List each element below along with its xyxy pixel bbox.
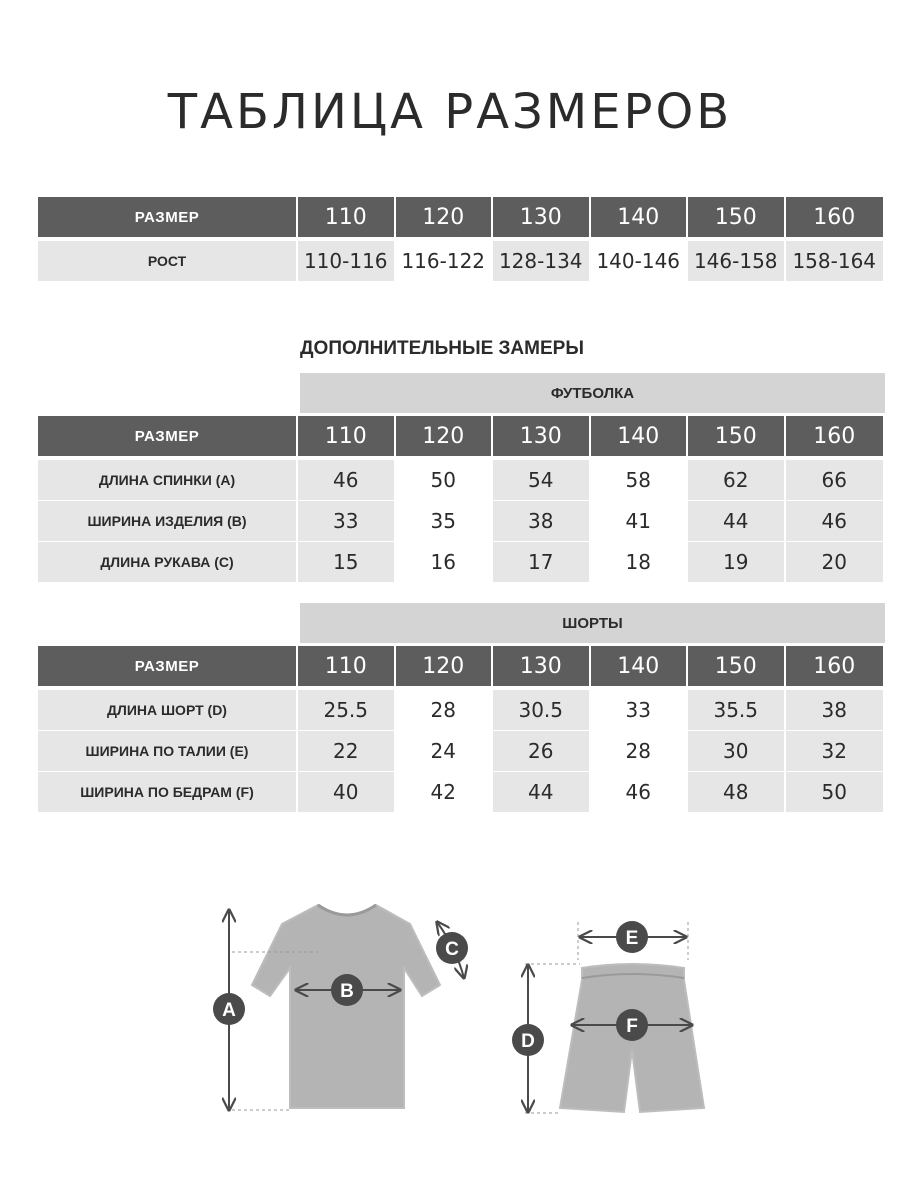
height-row-label: РОСТ bbox=[38, 241, 298, 281]
measure-cell: 30 bbox=[688, 731, 786, 771]
measure-label: ШИРИНА ИЗДЕЛИЯ (В) bbox=[38, 501, 298, 541]
measure-cell: 15 bbox=[298, 542, 396, 582]
height-cell: 128-134 bbox=[493, 241, 591, 281]
measure-cell: 30.5 bbox=[493, 690, 591, 730]
table-row bbox=[38, 542, 885, 582]
measure-cell: 41 bbox=[591, 501, 689, 541]
measure-cell: 62 bbox=[688, 460, 786, 500]
measure-cell: 35 bbox=[396, 501, 494, 541]
table-row bbox=[38, 690, 885, 730]
shorts-header-row bbox=[38, 646, 885, 686]
shorts-title-bar: ШОРТЫ bbox=[300, 603, 885, 643]
measure-cell: 38 bbox=[493, 501, 591, 541]
size-header-cell: 110 bbox=[298, 416, 396, 456]
size-header-cell: 140 bbox=[591, 646, 689, 686]
size-header-cell: 140 bbox=[591, 416, 689, 456]
shorts-table bbox=[38, 646, 885, 813]
measure-cell: 46 bbox=[298, 460, 396, 500]
size-header-cell: 120 bbox=[396, 197, 494, 237]
shorts-header-label: РАЗМЕР bbox=[38, 646, 298, 686]
measure-cell: 44 bbox=[688, 501, 786, 541]
marker-e: E bbox=[625, 928, 639, 949]
size-header-cell: 150 bbox=[688, 197, 786, 237]
measure-label: ДЛИНА СПИНКИ (А) bbox=[38, 460, 298, 500]
height-cell: 158-164 bbox=[786, 241, 884, 281]
measure-cell: 44 bbox=[493, 772, 591, 812]
measure-cell: 25.5 bbox=[298, 690, 396, 730]
height-cell: 110-116 bbox=[298, 241, 396, 281]
table-row bbox=[38, 460, 885, 500]
size-header-row bbox=[38, 197, 885, 237]
measure-label: ДЛИНА ШОРТ (D) bbox=[38, 690, 298, 730]
size-header-cell: 130 bbox=[493, 646, 591, 686]
size-header-cell: 120 bbox=[396, 416, 494, 456]
height-cell: 116-122 bbox=[396, 241, 494, 281]
tshirt-title-bar: ФУТБОЛКА bbox=[300, 373, 885, 413]
page-title: ТАБЛИЦА РАЗМЕРОВ bbox=[167, 84, 733, 140]
height-row bbox=[38, 241, 885, 281]
measure-cell: 40 bbox=[298, 772, 396, 812]
table-row bbox=[38, 501, 885, 541]
marker-c: C bbox=[445, 939, 459, 960]
measure-label: ШИРИНА ПО БЕДРАМ (F) bbox=[38, 772, 298, 812]
size-header-cell: 110 bbox=[298, 646, 396, 686]
tshirt-header-row bbox=[38, 416, 885, 456]
measure-cell: 28 bbox=[396, 690, 494, 730]
measure-cell: 17 bbox=[493, 542, 591, 582]
measure-cell: 46 bbox=[786, 501, 884, 541]
size-header-label: РАЗМЕР bbox=[38, 197, 298, 237]
measure-cell: 35.5 bbox=[688, 690, 786, 730]
measure-cell: 20 bbox=[786, 542, 884, 582]
size-header-cell: 160 bbox=[786, 416, 884, 456]
measure-label: ДЛИНА РУКАВА (С) bbox=[38, 542, 298, 582]
measure-cell: 42 bbox=[396, 772, 494, 812]
measure-cell: 16 bbox=[396, 542, 494, 582]
size-header-cell: 130 bbox=[493, 197, 591, 237]
measure-cell: 38 bbox=[786, 690, 884, 730]
size-header-cell: 110 bbox=[298, 197, 396, 237]
measure-cell: 24 bbox=[396, 731, 494, 771]
size-header-cell: 130 bbox=[493, 416, 591, 456]
measure-cell: 26 bbox=[493, 731, 591, 771]
marker-b: B bbox=[340, 981, 354, 1002]
measure-cell: 28 bbox=[591, 731, 689, 771]
size-header-cell: 140 bbox=[591, 197, 689, 237]
size-header-cell: 160 bbox=[786, 197, 884, 237]
measurement-diagram bbox=[0, 880, 900, 1140]
table-row bbox=[38, 731, 885, 771]
measure-cell: 50 bbox=[786, 772, 884, 812]
height-cell: 146-158 bbox=[688, 241, 786, 281]
measure-cell: 50 bbox=[396, 460, 494, 500]
marker-a: A bbox=[222, 1000, 236, 1021]
measure-cell: 19 bbox=[688, 542, 786, 582]
tshirt-table bbox=[38, 416, 885, 583]
measure-cell: 54 bbox=[493, 460, 591, 500]
measure-label: ШИРИНА ПО ТАЛИИ (E) bbox=[38, 731, 298, 771]
measure-cell: 46 bbox=[591, 772, 689, 812]
measure-cell: 32 bbox=[786, 731, 884, 771]
measure-cell: 22 bbox=[298, 731, 396, 771]
tshirt-header-label: РАЗМЕР bbox=[38, 416, 298, 456]
table-row bbox=[38, 772, 885, 812]
size-header-cell: 150 bbox=[688, 416, 786, 456]
marker-d: D bbox=[521, 1031, 535, 1052]
height-cell: 140-146 bbox=[591, 241, 689, 281]
size-header-cell: 120 bbox=[396, 646, 494, 686]
size-table bbox=[38, 197, 885, 282]
size-header-cell: 160 bbox=[786, 646, 884, 686]
measure-cell: 58 bbox=[591, 460, 689, 500]
marker-f: F bbox=[626, 1016, 638, 1037]
measure-cell: 33 bbox=[591, 690, 689, 730]
measure-cell: 33 bbox=[298, 501, 396, 541]
measure-cell: 48 bbox=[688, 772, 786, 812]
size-header-cell: 150 bbox=[688, 646, 786, 686]
tshirt-icon bbox=[252, 905, 440, 1108]
measure-cell: 66 bbox=[786, 460, 884, 500]
additional-measurements-title: ДОПОЛНИТЕЛЬНЫЕ ЗАМЕРЫ bbox=[300, 338, 584, 359]
measure-cell: 18 bbox=[591, 542, 689, 582]
